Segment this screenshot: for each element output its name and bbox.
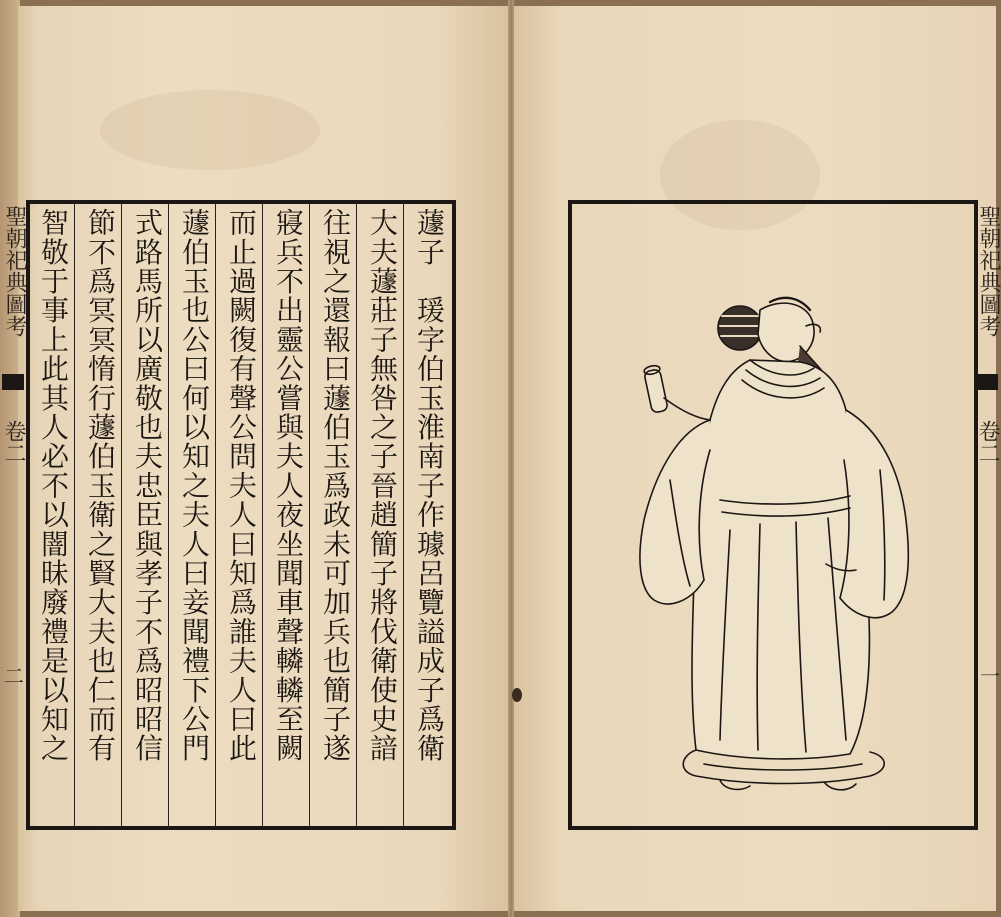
binding-stitch-hole [512,688,522,702]
column-rule [121,204,122,826]
book-gutter [508,0,514,917]
column-rule [215,204,216,826]
fish-tail-mark [2,374,24,390]
left-text-frame [26,200,456,830]
text-column-7: 式路馬所以廣敬也夫忠臣與孝子不爲昭昭信 [131,208,164,763]
text-column-3: 往視之還報曰蘧伯玉爲政未可加兵也簡子遂 [319,208,352,763]
text-column-9: 智敬于事上此其人必不以闇昧廢禮是以知之 [37,208,70,763]
column-rule [74,204,75,826]
column-rule [168,204,169,826]
right-margin-page-number: 一 [980,664,1000,688]
left-margin-page-number: 二 [4,664,24,688]
column-rule [403,204,404,826]
paper-stain [100,90,320,170]
column-rule [356,204,357,826]
right-margin-title: 聖朝祀典圖考 [976,205,1001,337]
right-margin-volume: 卷二 [975,420,1000,464]
text-column-6: 蘧伯玉也公曰何以知之夫人曰妾聞禮下公門 [178,208,211,763]
text-column-2: 大夫蘧莊子無咎之子晉趙簡子將伐衛使史諳 [366,208,399,763]
fish-tail-mark [976,374,998,390]
left-margin-title: 聖朝祀典圖考 [2,205,27,337]
scholar-figure-illustration [600,280,940,800]
text-column-8: 節不爲冥冥惰行蘧伯玉衛之賢大夫也仁而有 [84,208,117,763]
column-rule [262,204,263,826]
text-column-4: 寢兵不出靈公嘗與夫人夜坐聞車聲轔轔至闕 [272,208,305,763]
left-margin-volume: 卷二 [1,420,26,464]
column-rule [309,204,310,826]
text-column-5: 而止過闕復有聲公問夫人曰知爲誰夫人曰此 [225,208,258,763]
text-column-1: 蘧子 瑗字伯玉淮南子作璩呂覽謚成子爲衛 [413,208,446,763]
